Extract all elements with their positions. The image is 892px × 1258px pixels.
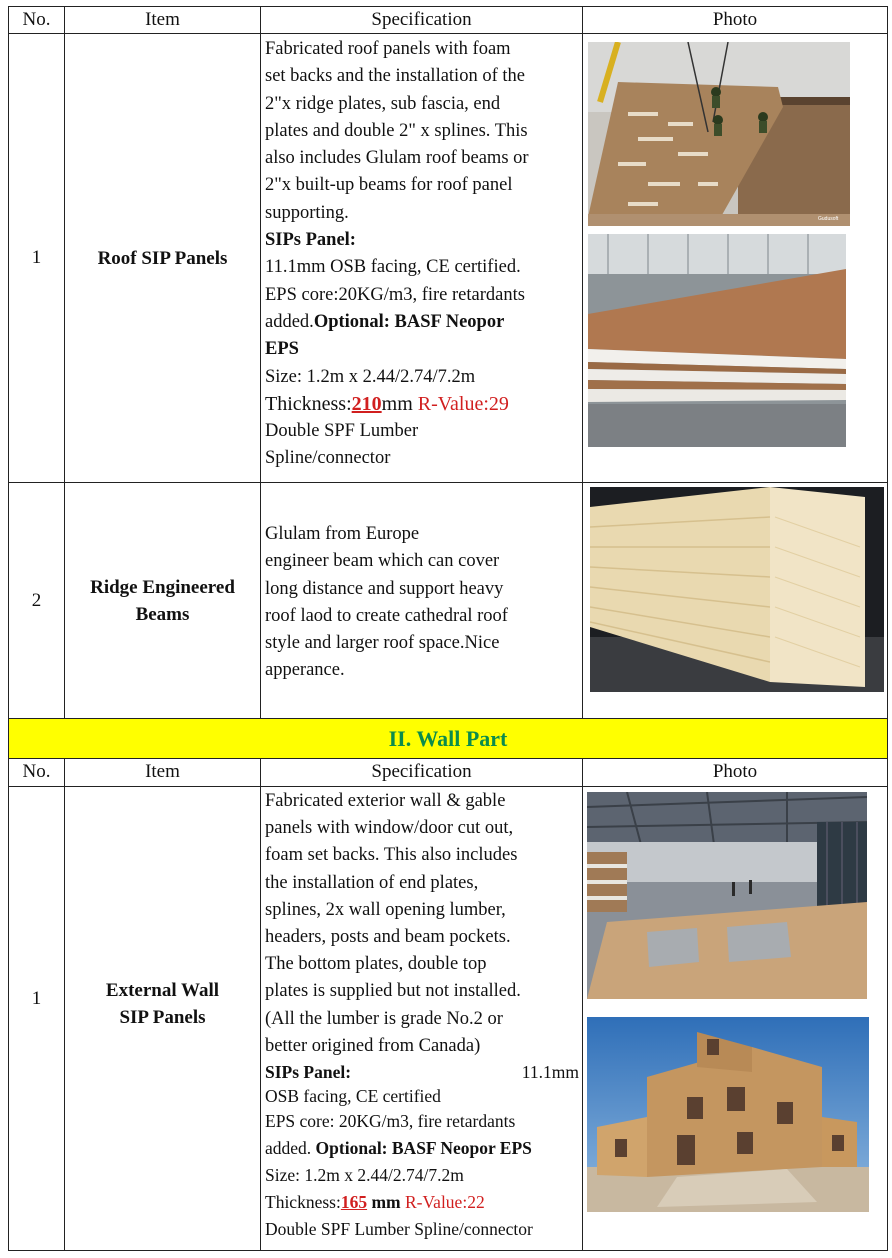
- row-number: 1: [9, 34, 65, 483]
- thickness-value: 210: [351, 392, 382, 415]
- spec-roof-sip-panels: [261, 34, 583, 483]
- header-item: Item: [65, 759, 261, 787]
- item-line: Beams: [135, 603, 190, 625]
- photo-cell-glulam: [583, 483, 887, 719]
- optional-text: Optional: BASF Neopor: [313, 311, 505, 332]
- spec-line: 2"x built-up beams for roof panel: [265, 175, 513, 196]
- sips-thickness: 11.1mm: [521, 1062, 579, 1083]
- header-photo: Photo: [583, 759, 887, 787]
- spec-line: panels with window/door cut out,: [265, 818, 514, 839]
- roof-panel-installation-photo: [588, 42, 850, 226]
- photo-cell-roof: [583, 34, 887, 483]
- item-ridge-engineered-beams: [65, 483, 261, 719]
- osb-line: 11.1mm OSB facing, CE certified.: [265, 257, 521, 278]
- spec-line: apperance.: [265, 660, 345, 681]
- spec-line: plates is supplied but not installed.: [265, 981, 521, 1002]
- thickness-unit: mm: [381, 392, 413, 415]
- spec-line: headers, posts and beam pockets.: [265, 927, 511, 948]
- sip-house-frame-photo: [587, 1017, 869, 1212]
- header-specification: Specification: [261, 759, 583, 787]
- spec-line: supporting.: [265, 202, 349, 223]
- item-external-wall-sip-panels: [65, 787, 261, 1250]
- header-no: No.: [9, 759, 65, 787]
- eps-line: EPS core: 20KG/m3, fire retardants: [265, 1111, 516, 1132]
- spec-line: engineer beam which can cover: [265, 551, 500, 572]
- section-banner-wall-part: II. Wall Part: [9, 719, 887, 759]
- spec-line: better origined from Canada): [265, 1035, 481, 1056]
- spec-line: roof laod to create cathedral roof: [265, 605, 508, 626]
- thickness-label: Thickness:: [265, 1192, 341, 1213]
- spec-line: style and larger roof space.Nice: [265, 633, 500, 654]
- item-roof-sip-panels: Roof SIP Panels: [65, 34, 261, 483]
- size-line: Size: 1.2m x 2.44/2.74/7.2m: [265, 1165, 464, 1186]
- spec-line: Fabricated roof panels with foam: [265, 39, 511, 59]
- item-line: External Wall: [105, 979, 220, 1001]
- row-number: 2: [9, 483, 65, 719]
- spec-line: The bottom plates, double top: [265, 954, 487, 975]
- spec-line: splines, 2x wall opening lumber,: [265, 899, 506, 920]
- item-line: SIP Panels: [119, 1006, 206, 1028]
- spec-line: Glulam from Europe: [265, 524, 420, 544]
- spec-ridge-engineered-beams: [261, 483, 583, 719]
- size-line: Size: 1.2m x 2.44/2.74/7.2m: [265, 366, 476, 387]
- optional-text: Optional: BASF Neopor EPS: [315, 1138, 532, 1159]
- header-item: Item: [65, 7, 261, 34]
- spec-line: plates and double 2" x splines. This: [265, 120, 528, 141]
- spec-table: [8, 6, 888, 1251]
- item-line: Ridge Engineered: [90, 576, 235, 598]
- header-specification: Specification: [261, 7, 583, 34]
- sip-panel-stack-photo: [588, 234, 846, 447]
- r-value: R-Value:29: [417, 392, 509, 415]
- spec-line: 2"x ridge plates, sub fascia, end: [265, 93, 501, 114]
- added-text: added.: [265, 311, 314, 332]
- thickness-value: 165: [340, 1192, 368, 1213]
- spec-line: long distance and support heavy: [265, 578, 504, 599]
- thickness-label: Thickness:: [265, 392, 352, 415]
- sips-heading: SIPs Panel:: [265, 1062, 352, 1083]
- lumber-line: Double SPF Lumber Spline/connector: [265, 1219, 533, 1240]
- glulam-beam-photo: [590, 487, 884, 692]
- thickness-unit: mm: [371, 1192, 401, 1213]
- spec-line: set backs and the installation of the: [265, 66, 525, 87]
- header-photo: Photo: [583, 7, 887, 34]
- eps-line: EPS core:20KG/m3, fire retardants: [265, 284, 525, 305]
- osb-line: OSB facing, CE certified: [265, 1086, 441, 1107]
- added-text: added.: [265, 1138, 312, 1159]
- header-no: No.: [9, 7, 65, 34]
- spec-line: also includes Glulam roof beams or: [265, 148, 529, 169]
- spec-line: Fabricated exterior wall & gable: [265, 791, 506, 811]
- spec-line: (All the lumber is grade No.2 or: [265, 1008, 503, 1029]
- factory-floor-photo: [587, 792, 867, 999]
- spec-line: the installation of end plates,: [265, 872, 479, 893]
- watermark: Gudusoft: [818, 216, 839, 222]
- spline-line: Spline/connector: [265, 448, 391, 469]
- sips-heading: SIPs Panel:: [265, 230, 356, 251]
- optional-text-2: EPS: [265, 339, 299, 360]
- photo-cell-wall: [583, 787, 887, 1250]
- row-number: 1: [9, 787, 65, 1250]
- r-value: R-Value:22: [404, 1192, 485, 1213]
- spec-line: foam set backs. This also includes: [265, 845, 518, 866]
- spec-external-wall-sip-panels: [261, 787, 583, 1250]
- lumber-line: Double SPF Lumber: [265, 421, 419, 442]
